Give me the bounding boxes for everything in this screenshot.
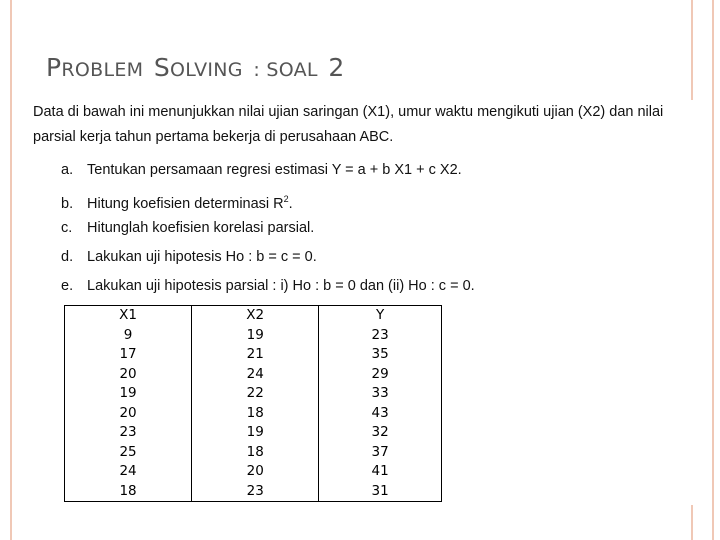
table-row	[65, 423, 442, 443]
table-cell: 33	[319, 384, 442, 404]
column-header-x1: X1	[65, 306, 192, 326]
title-word-3: : SOAL	[253, 59, 318, 81]
table-cell: 41	[319, 462, 442, 482]
frame-line-right-inner	[691, 0, 693, 100]
frame-line-left	[10, 0, 12, 540]
table-row	[65, 384, 442, 404]
task-text-end: .	[288, 195, 293, 212]
data-table	[64, 305, 442, 502]
table-cell: 25	[65, 443, 192, 463]
table-cell: 21	[192, 345, 319, 365]
title-number: 2	[328, 53, 345, 82]
task-item	[33, 185, 691, 214]
task-superscript: 2	[283, 194, 289, 204]
table-cell: 20	[65, 404, 192, 424]
task-text: Hitung koefisien determinasi R	[87, 195, 284, 212]
table-cell: 9	[65, 326, 192, 346]
intro-line-1: Data di bawah ini menunjukkan nilai ujian saringan (X1), umur waktu mengikuti ujian (X2) dan nilai	[33, 104, 664, 120]
task-letter: c.	[61, 220, 73, 236]
table-row	[65, 482, 442, 502]
title-initial-2: S	[153, 53, 171, 82]
frame-line-right-outer	[712, 0, 714, 540]
column-header-x2: X2	[192, 306, 319, 326]
task-item	[33, 272, 691, 301]
table-cell: 24	[192, 365, 319, 385]
table-row	[65, 365, 442, 385]
table-cell: 19	[65, 384, 192, 404]
table-cell: 19	[192, 326, 319, 346]
table-cell: 31	[319, 482, 442, 502]
task-text: Lakukan uji hipotesis Ho : b = c = 0.	[87, 249, 317, 265]
task-text: Hitunglah koefisien korelasi parsial.	[87, 220, 315, 236]
table-header-row	[65, 306, 442, 326]
table-cell: 24	[65, 462, 192, 482]
table-cell: 29	[319, 365, 442, 385]
table-cell: 18	[192, 443, 319, 463]
table-cell: 23	[65, 423, 192, 443]
task-letter: e.	[61, 278, 74, 294]
table-row	[65, 404, 442, 424]
title-word-2: OLVING	[170, 59, 243, 81]
table-cell: 19	[192, 423, 319, 443]
intro-line-2: parsial kerja tahun pertama bekerja di perusahaan ABC.	[33, 129, 394, 145]
task-letter: d.	[61, 249, 74, 265]
table-cell: 35	[319, 345, 442, 365]
task-letter: a.	[61, 162, 74, 178]
table-cell: 18	[192, 404, 319, 424]
table-row	[65, 345, 442, 365]
table-row	[65, 462, 442, 482]
table-cell: 37	[319, 443, 442, 463]
frame-line-right-inner-bottom	[691, 505, 693, 540]
task-list	[33, 156, 691, 301]
table-cell: 22	[192, 384, 319, 404]
table-cell: 20	[192, 462, 319, 482]
task-item	[33, 156, 691, 185]
title-initial-1: P	[46, 53, 62, 82]
table-row	[65, 443, 442, 463]
task-item	[33, 214, 691, 243]
task-letter: b.	[61, 195, 74, 212]
page-title	[46, 46, 345, 84]
table-cell: 17	[65, 345, 192, 365]
table-cell: 23	[319, 326, 442, 346]
table-cell: 20	[65, 365, 192, 385]
task-item	[33, 243, 691, 272]
table-cell: 32	[319, 423, 442, 443]
table-cell: 18	[65, 482, 192, 502]
table-cell: 23	[192, 482, 319, 502]
table-row	[65, 326, 442, 346]
column-header-y: Y	[319, 306, 442, 326]
table-cell: 43	[319, 404, 442, 424]
task-text: Lakukan uji hipotesis parsial : i) Ho : b = 0 dan (ii) Ho : c = 0.	[87, 278, 475, 294]
problem-content	[33, 100, 691, 301]
title-word-1: ROBLEM	[61, 59, 144, 81]
task-text: Tentukan persamaan regresi estimasi Y = a + b X1 + c X2.	[87, 162, 462, 178]
